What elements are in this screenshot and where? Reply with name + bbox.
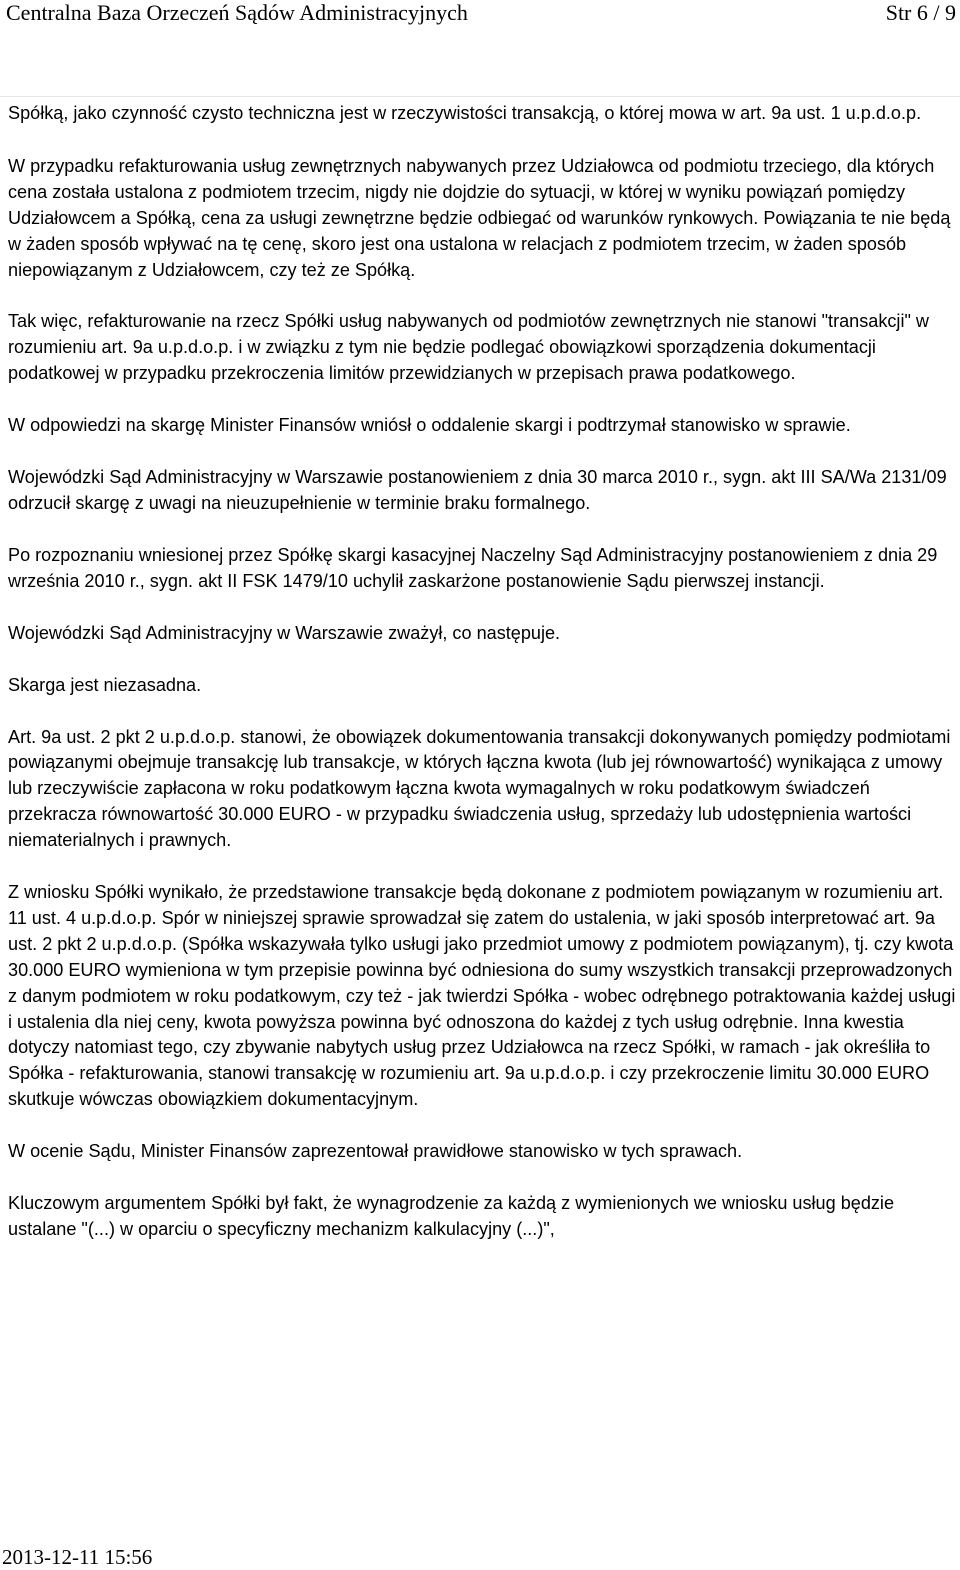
- paragraph: W przypadku refakturowania usług zewnętrznych nabywanych przez Udziałowca od podmiotu trzeciego, dla których cena została ustalona z podmiotem trzecim, nigdy nie dojdzie do sytuacji, w której w wyniku powiązań pomiędzy Udziałowcem a Spółką, cena za usługi zewnętrzne będzie odbiegać od warunków rynkowych. Powiązania te nie będą w żaden sposób wpływać na tę cenę, skoro jest ona ustalona w relacjach z podmiotem trzecim, w żaden sposób niepowiązanym z Udziałowcem, czy też ze Spółką.: [8, 155, 951, 280]
- paragraph: Wojewódzki Sąd Administracyjny w Warszawie postanowieniem z dnia 30 marca 2010 r., sygn. akt III SA/Wa 2131/09 odrzucił skargę z uwagi na nieuzupełnienie w terminie braku formalnego.: [8, 467, 947, 513]
- judgment-body: [8, 101, 956, 1269]
- paragraph: Tak więc, refakturowanie na rzecz Spółki usług nabywanych od podmiotów zewnętrznych nie stanowi "transakcji" w rozumieniu art. 9a u.p.d.o.p. i w związku z tym nie będzie podlegać obowiązkowi sporządzenia dokumentacji podatkowej w przypadku przekroczenia limitów przewidzianych w przepisach prawa podatkowego.: [8, 311, 929, 384]
- print-timestamp: 2013-12-11 15:56: [2, 1545, 153, 1569]
- page-number-indicator: Str 6 / 9: [885, 0, 956, 25]
- page-header: [0, 0, 960, 36]
- header-divider: [0, 96, 960, 97]
- paragraph: Kluczowym argumentem Spółki był fakt, że wynagrodzenie za każdą z wymienionych we wniosku usług będzie ustalane "(...) w oparciu o specyficzny mechanizm kalkulacyjny (...)",: [8, 1193, 895, 1239]
- paragraph: Wojewódzki Sąd Administracyjny w Warszawie zważył, co następuje.: [8, 622, 561, 643]
- page-footer: [0, 1540, 960, 1570]
- paragraph: Spółką, jako czynność czysto techniczna jest w rzeczywistości transakcją, o której mowa w art. 9a ust. 1 u.p.d.o.p.: [8, 103, 922, 123]
- paragraph: Skarga jest niezasadna.: [8, 674, 202, 695]
- paragraph: Z wniosku Spółki wynikało, że przedstawione transakcje będą dokonane z podmiotem powiązanym w rozumieniu art. 11 ust. 4 u.p.d.o.p. Spór w niniejszej sprawie sprowadzał się zatem do ustalenia, w jaki sposób interpretować art. 9a ust. 2 pkt 2 u.p.d.o.p. (Spółka wskazywała tylko usługi jako przedmiot umowy z podmiotem powiązanym), tj. czy kwota 30.000 EURO wymieniona w tym przepisie powinna być odniesiona do sumy wszystkich transakcji przeprowadzonych z danym podmiotem w roku podatkowym, czy też - jak twierdzi Spółka - wobec odrębnego potraktowania każdej usługi i ustalenia dla niej ceny, kwota powyższa powinna być odnoszona do każdej z tych usług odrębnie. Inna kwestia dotyczy natomiast tego, czy zbywanie nabytych usług przez Udziałowca na rzecz Spółki, w ramach - jak określiła to Spółka - refakturowania, stanowi transakcję w rozumieniu art. 9a u.p.d.o.p. i czy przekroczenie limitu 30.000 EURO skutkuje wówczas obowiązkiem dokumentacyjnym.: [8, 882, 956, 1110]
- paragraph: W ocenie Sądu, Minister Finansów zaprezentował prawidłowe stanowisko w tych sprawach.: [8, 1141, 743, 1162]
- document-source-title: Centralna Baza Orzeczeń Sądów Administracyjnych: [6, 0, 468, 25]
- paragraph: Art. 9a ust. 2 pkt 2 u.p.d.o.p. stanowi, że obowiązek dokumentowania transakcji dokonywanych pomiędzy podmiotami powiązanymi obejmuje transakcję lub transakcje, w których łączna kwota (lub jej równowartość) wynikająca z umowy lub rzeczywiście zapłacona w roku podatkowym łączna kwota wymagalnych w roku podatkowym świadczeń przekracza równowartość 30.000 EURO - w przypadku świadczenia usług, sprzedaży lub udostępnienia wartości niematerialnych i prawnych.: [8, 726, 951, 851]
- paragraph: W odpowiedzi na skargę Minister Finansów wniósł o oddalenie skargi i podtrzymał stanowisko w sprawie.: [8, 415, 851, 436]
- paragraph: Po rozpoznaniu wniesionej przez Spółkę skargi kasacyjnej Naczelny Sąd Administracyjny postanowieniem z dnia 29 września 2010 r., sygn. akt II FSK 1479/10 uchylił zaskarżone postanowienie Sądu pierwszej instancji.: [8, 544, 938, 591]
